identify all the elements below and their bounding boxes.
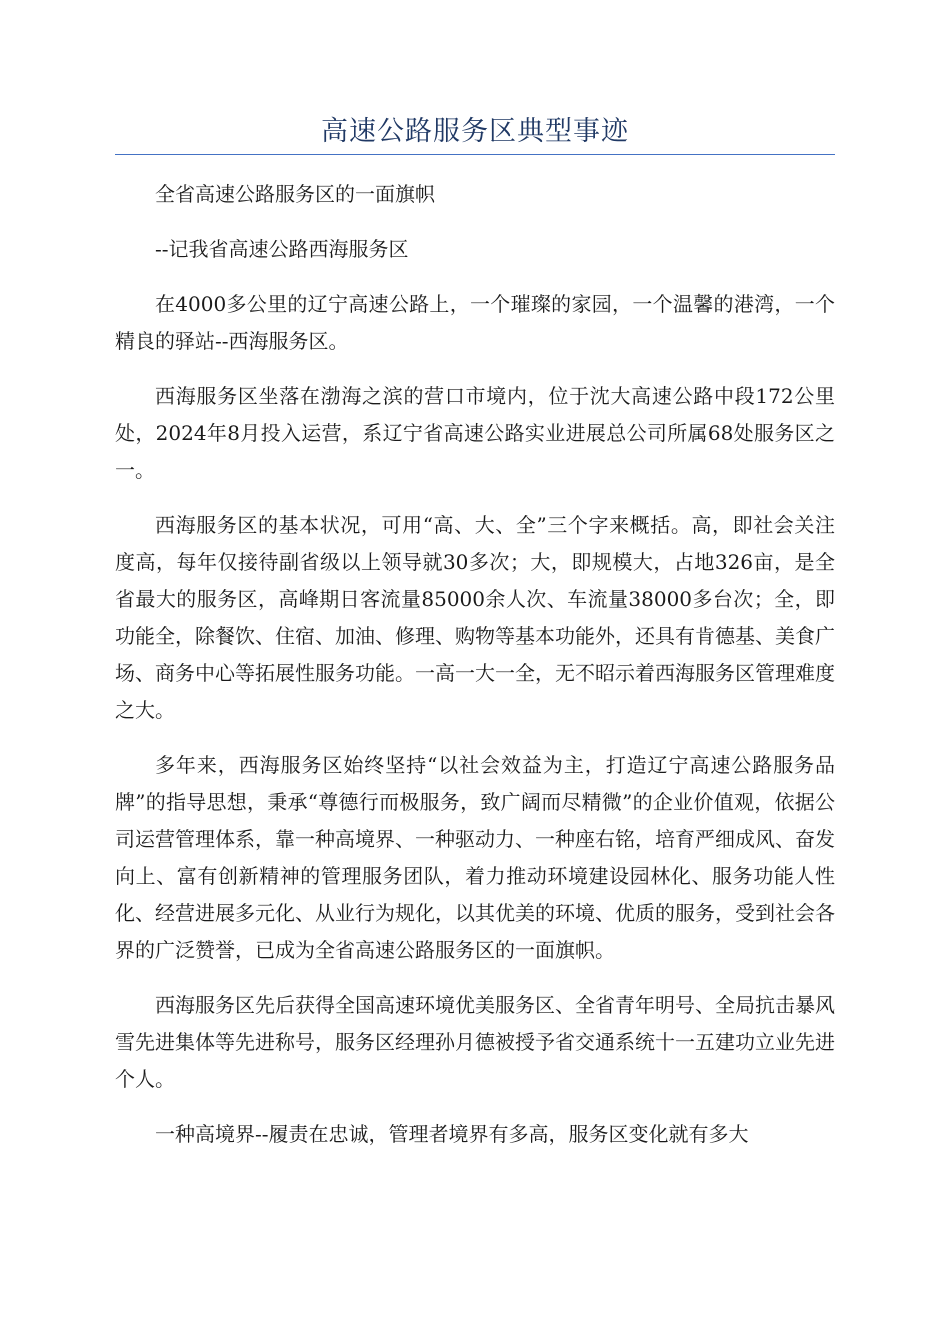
body-paragraph: 西海服务区的基本状况，可用“高、大、全”三个字来概括。高，即社会关注度高，每年仅接待副省级以上领导就30多次；大，即规模大，占地326亩，是全省最大的服务区，高峰期日客流量85000余人次、车流量38000多台次；全，即功能全，除餐饮、住宿、加油、修理、购物等基本功能外，还具有肯德基、美食广场、商务中心等拓展性服务功能。一高一大一全，无不昭示着西海服务区管理难度之大。 [115, 513, 835, 722]
body-paragraph: 多年来，西海服务区始终坚持“以社会效益为主，打造辽宁高速公路服务品牌”的指导思想，秉承“尊德行而极服务，致广阔而尽精微”的企业价值观，依据公司运营管理体系，靠一种高境界、一种驱动力、一种座右铭，培育严细成风、奋发向上、富有创新精神的管理服务团队，着力推动环境建设园林化、服务功能人性化、经营进展多元化、从业行为规化，以其优美的环境、优质的服务，受到社会各界的广泛赞誉，已成为全省高速公路服务区的一面旗帜。 [115, 753, 835, 962]
document-body [115, 176, 835, 1171]
subtitle-line: 全省高速公路服务区的一面旗帜 [155, 182, 435, 206]
body-paragraph: 西海服务区坐落在渤海之滨的营口市境内，位于沈大高速公路中段172公里处，2024年8月投入运营，系辽宁省高速公路实业进展总公司所属68处服务区之一。 [115, 384, 835, 482]
body-paragraph: 西海服务区先后获得全国高速环境优美服务区、全省青年明号、全局抗击暴风雪先进集体等先进称号，服务区经理孙月德被授予省交通系统十一五建功立业先进个人。 [115, 993, 835, 1091]
subtitle-byline: --记我省高速公路西海服务区 [155, 237, 409, 261]
title-underline [115, 154, 835, 155]
body-paragraph: 一种高境界--履责在忠诚，管理者境界有多高，服务区变化就有多大 [155, 1122, 749, 1146]
document-title: 高速公路服务区典型事迹 [321, 116, 629, 147]
body-paragraph: 在4000多公里的辽宁高速公路上，一个璀璨的家园，一个温馨的港湾，一个精良的驿站--西海服务区。 [115, 292, 835, 353]
